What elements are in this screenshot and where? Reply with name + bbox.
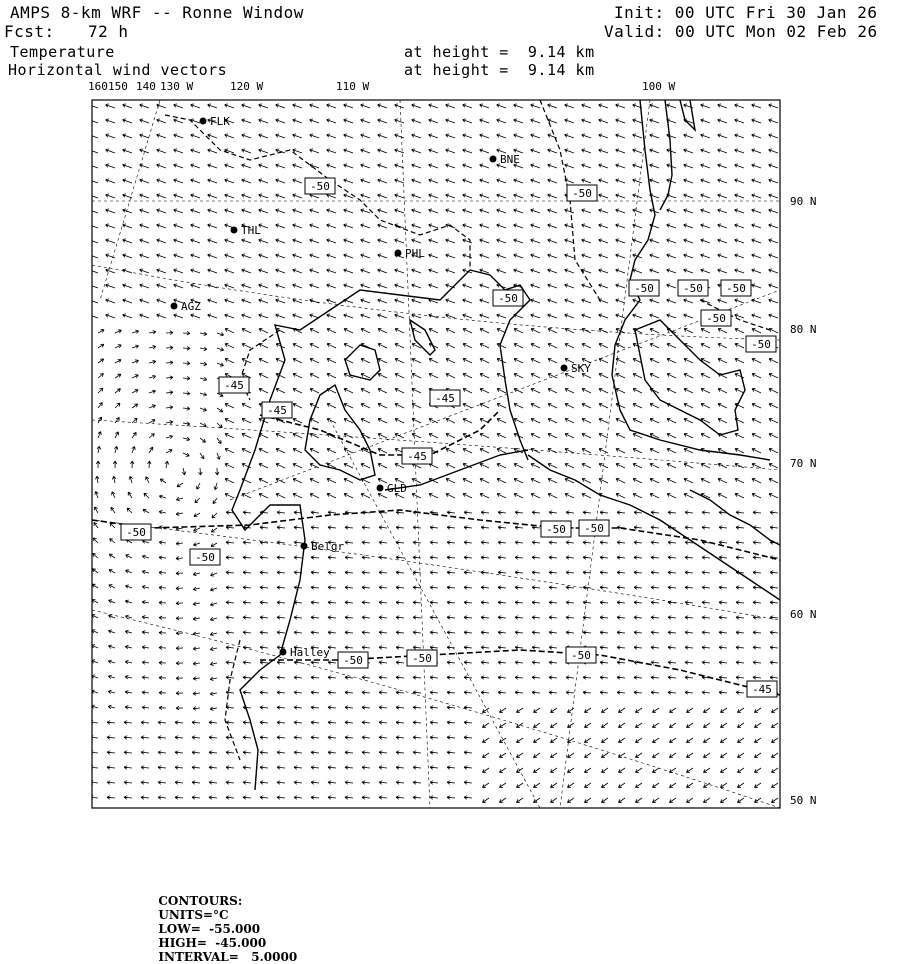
valid-time: Valid: 00 UTC Mon 02 Feb 26	[604, 22, 878, 41]
latitude-label: 80 N	[790, 323, 817, 336]
coastline	[232, 100, 780, 790]
field2-name: Horizontal wind vectors	[8, 61, 228, 79]
svg-text:-50: -50	[683, 282, 703, 295]
field2-height: at height = 9.14 km	[404, 61, 595, 79]
contour-label	[579, 520, 609, 536]
longitude-label: 150	[108, 80, 128, 93]
footer-high: HIGH= -45.000	[158, 936, 267, 950]
svg-text:-50: -50	[498, 292, 518, 305]
init-time: Init: 00 UTC Fri 30 Jan 26	[614, 3, 878, 22]
latitude-labels	[790, 195, 817, 807]
contour-label	[629, 280, 659, 296]
svg-text:-50: -50	[195, 551, 215, 564]
station-thl-label: THL	[241, 224, 261, 237]
svg-text:-50: -50	[751, 338, 771, 351]
station-sky-marker	[561, 365, 568, 372]
longitude-label: 140	[136, 80, 156, 93]
contour-label	[338, 652, 368, 668]
latitude-label: 70 N	[790, 457, 817, 470]
station-gld-marker	[377, 485, 384, 492]
station-flk-marker	[200, 118, 207, 125]
field1-height: at height = 9.14 km	[404, 43, 595, 61]
longitude-label: 120 W	[230, 80, 264, 93]
svg-text:-50: -50	[310, 180, 330, 193]
svg-text:-50: -50	[126, 526, 146, 539]
contour-label	[747, 681, 777, 697]
contour-label	[721, 280, 751, 296]
longitude-label: 160	[88, 80, 108, 93]
station-gld-label: GLD	[387, 482, 407, 495]
station-bne-label: BNE	[500, 153, 520, 166]
contour-label	[567, 185, 597, 201]
forecast-label: Fcst:	[4, 22, 55, 41]
contour-label	[262, 402, 292, 418]
contour-label	[219, 377, 249, 393]
station-halley-marker	[280, 649, 287, 656]
latitude-label: 50 N	[790, 794, 817, 807]
contour-label	[701, 310, 731, 326]
footer-low: LOW= -55.000	[158, 922, 261, 936]
contour-label	[402, 448, 432, 464]
svg-text:-45: -45	[267, 404, 287, 417]
station-halley-label: Halley	[290, 646, 330, 659]
map-title: AMPS 8-km WRF -- Ronne Window	[10, 3, 304, 22]
station-agz-marker	[171, 303, 178, 310]
footer-contours: CONTOURS:	[158, 894, 243, 908]
station-belgr-marker	[301, 543, 308, 550]
svg-text:-50: -50	[343, 654, 363, 667]
svg-text:-50: -50	[726, 282, 746, 295]
footer-units: UNITS=°C	[158, 908, 229, 922]
svg-text:-50: -50	[571, 649, 591, 662]
contour-label	[430, 390, 460, 406]
svg-text:-50: -50	[572, 187, 592, 200]
contour-label	[566, 647, 596, 663]
station-thl-marker	[231, 227, 238, 234]
station-phl-label: PHL	[405, 247, 425, 260]
contour-info	[150, 880, 311, 964]
contour-label	[121, 524, 151, 540]
svg-text:-50: -50	[412, 652, 432, 665]
longitude-label: 100 W	[642, 80, 676, 93]
contour-label	[407, 650, 437, 666]
svg-text:-45: -45	[407, 450, 427, 463]
station-bne-marker	[490, 156, 497, 163]
station-agz-label: AGZ	[181, 300, 201, 313]
svg-text:-50: -50	[634, 282, 654, 295]
svg-text:-45: -45	[224, 379, 244, 392]
svg-text:-45: -45	[435, 392, 455, 405]
latitude-label: 60 N	[790, 608, 817, 621]
field1-name: Temperature	[10, 43, 115, 61]
station-flk-label: FLK	[210, 115, 230, 128]
contour-label	[190, 549, 220, 565]
contour-label	[541, 521, 571, 537]
svg-text:-50: -50	[706, 312, 726, 325]
footer-interval: INTERVAL= 5.0000	[158, 950, 298, 964]
latitude-label: 90 N	[790, 195, 817, 208]
svg-text:-50: -50	[546, 523, 566, 536]
longitude-label: 110 W	[336, 80, 370, 93]
graticule	[92, 100, 780, 808]
svg-text:-50: -50	[584, 522, 604, 535]
contour-label	[678, 280, 708, 296]
contour-label	[305, 178, 335, 194]
station-sky-label: SKY	[571, 362, 591, 375]
forecast-hours: 72 h	[88, 22, 129, 41]
station-phl-marker	[395, 250, 402, 257]
contour-label	[493, 290, 523, 306]
svg-text:-45: -45	[752, 683, 772, 696]
longitude-labels	[88, 80, 675, 93]
contour-label	[746, 336, 776, 352]
map-frame	[92, 100, 780, 808]
station-belgr-label: Belgr	[311, 540, 345, 553]
longitude-label: 130 W	[160, 80, 194, 93]
